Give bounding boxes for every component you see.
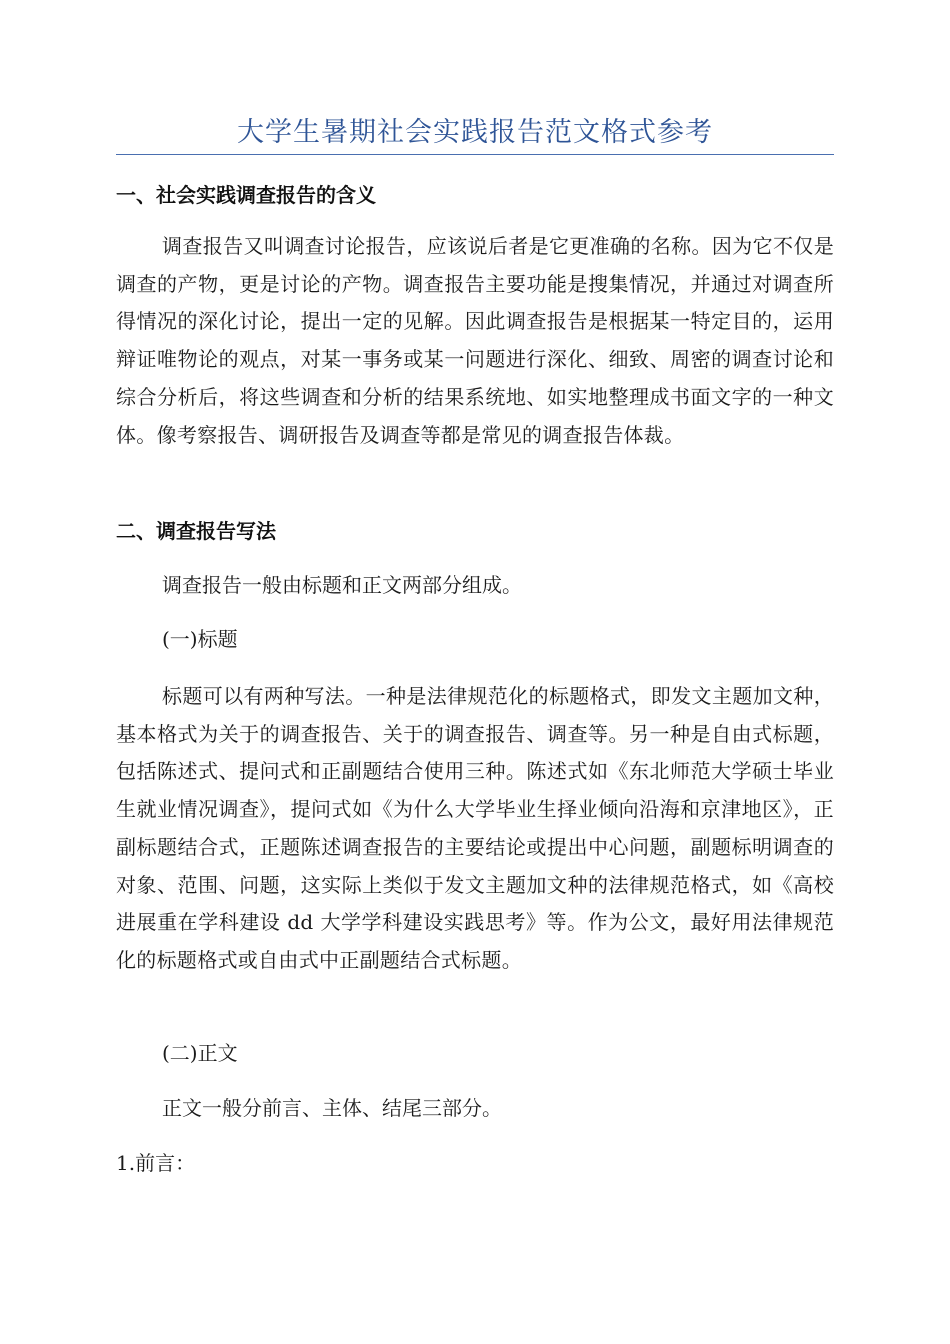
- paragraph-composition: 调查报告一般由标题和正文两部分组成。: [162, 573, 522, 597]
- title-underline: [116, 154, 834, 155]
- subheading-body: (二)正文: [162, 1041, 238, 1065]
- section-heading-writing: 二、调查报告写法: [116, 519, 276, 543]
- paragraph-meaning: 调查报告又叫调查讨论报告，应该说后者是它更准确的名称。因为它不仅是调查的产物，更是讨论的产物。调查报告主要功能是搜集情况，并通过对调查所得情况的深化讨论，提出一定的见解。因此调查报告是根据某一特定目的，运用辩证唯物论的观点，对某一事务或某一问题进行深化、细致、周密的调查讨论和综合分析后，将这些调查和分析的结果系统地、如实地整理成书面文字的一种文体。像考察报告、调研报告及调查等都是常见的调查报告体裁。: [116, 234, 834, 447]
- list-item-preface: 1.前言：: [116, 1151, 196, 1175]
- paragraph-title-rules: 标题可以有两种写法。一种是法律规范化的标题格式，即发文主题加文种，基本格式为关于的调查报告、关于的调查报告、调查等。另一种是自由式标题，包括陈述式、提问式和正副题结合使用三种。陈述式如《东北师范大学硕士毕业生就业情况调查》，提问式如《为什么大学毕业生择业倾向沿海和京津地区》，正副标题结合式，正题陈述调查报告的主要结论或提出中心问题，副题标明调查的对象、范围、问题，这实际上类似于发文主题加文种的法律规范格式，如《高校进展重在学科建设 dd 大学学科建设实践思考》等。作为公文，最好用法律规范化的标题格式或自由式中正副题结合式标题。: [116, 684, 834, 972]
- section-heading-meaning: 一、社会实践调查报告的含义: [116, 183, 376, 207]
- subheading-title: (一)标题: [162, 627, 238, 651]
- paragraph-body-parts: 正文一般分前言、主体、结尾三部分。: [162, 1096, 502, 1120]
- document-title: 大学生暑期社会实践报告范文格式参考: [237, 117, 713, 148]
